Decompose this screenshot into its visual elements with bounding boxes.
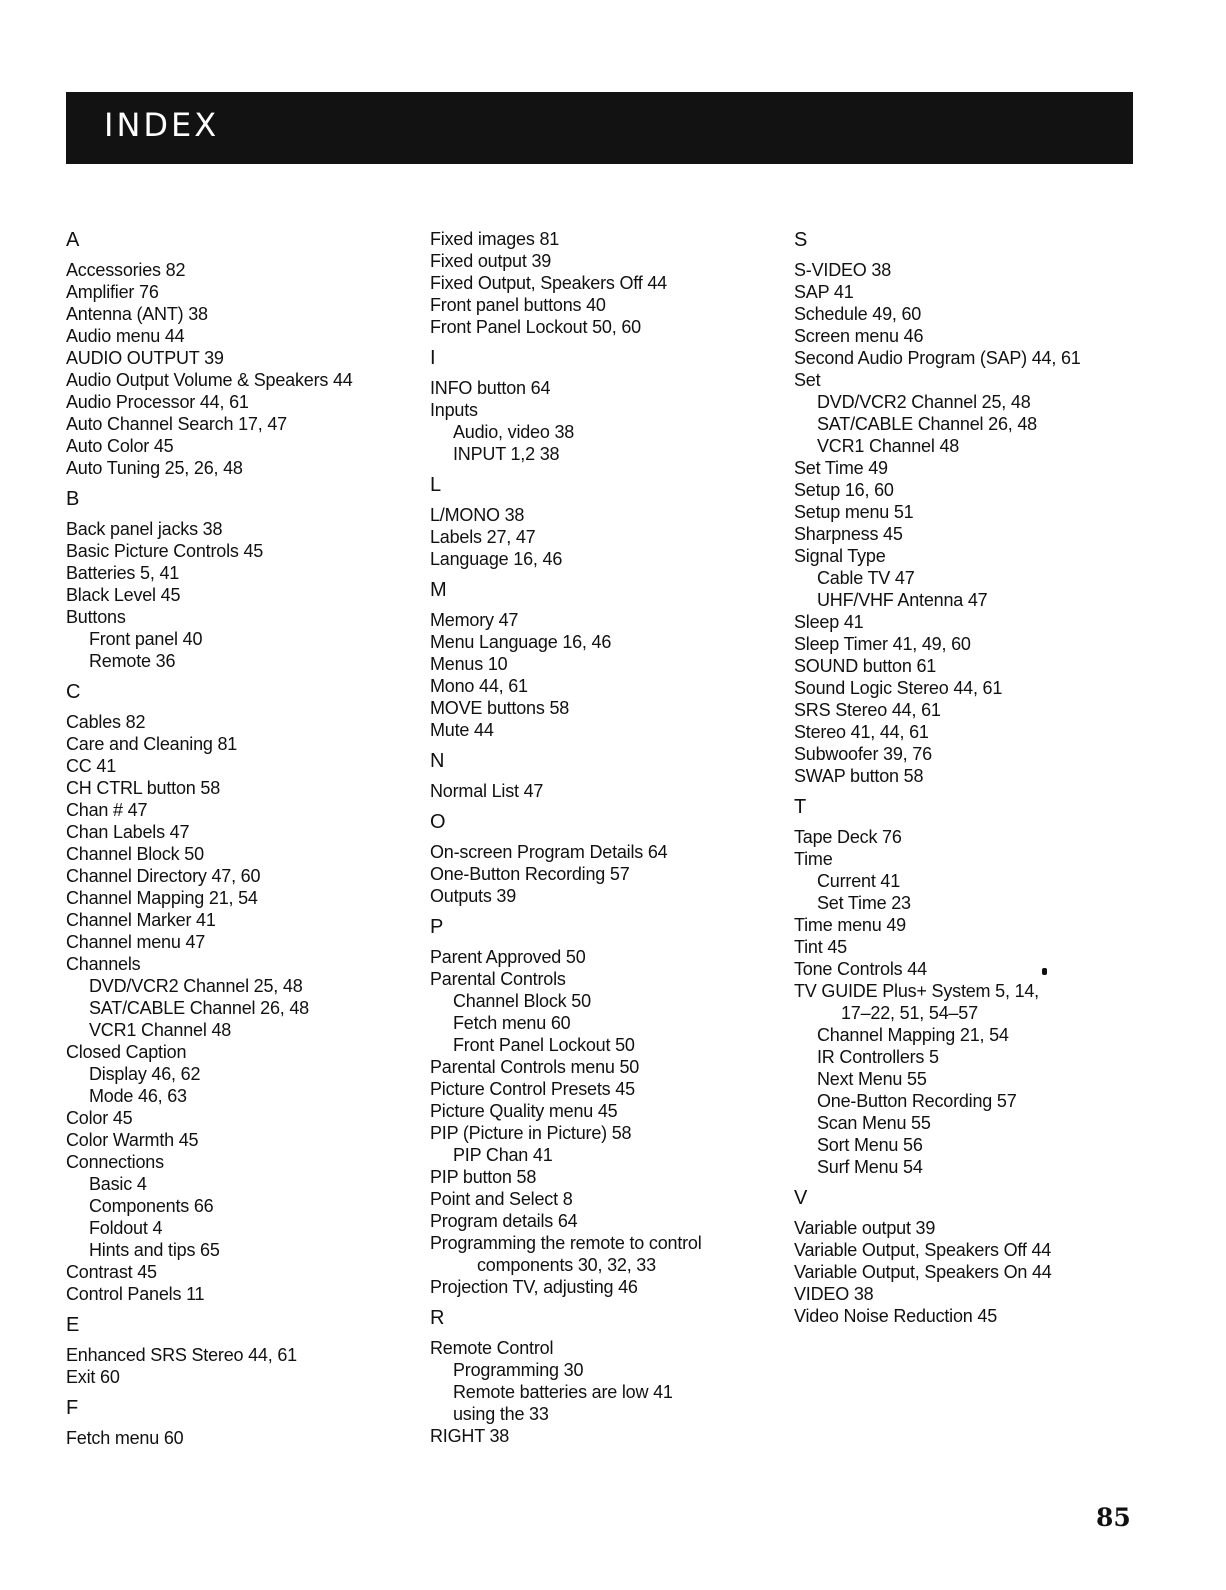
index-subentry: UHF/VHF Antenna 47: [817, 590, 988, 610]
page-number: 85: [1096, 1503, 1131, 1532]
index-entry: Sleep 41: [794, 612, 864, 632]
index-entry: Contrast 45: [66, 1262, 157, 1282]
index-subentry: Scan Menu 55: [817, 1113, 931, 1133]
index-entry: AUDIO OUTPUT 39: [66, 348, 224, 368]
index-entry: Control Panels 11: [66, 1284, 205, 1304]
index-entry: Fetch menu 60: [66, 1428, 184, 1448]
index-entry: SAP 41: [794, 282, 854, 302]
index-subentry: DVD/VCR2 Channel 25, 48: [89, 976, 303, 996]
index-subentry: Front Panel Lockout 50: [453, 1035, 635, 1055]
index-entry: Tape Deck 76: [794, 827, 902, 847]
index-entry: Sharpness 45: [794, 524, 903, 544]
index-entry: Language 16, 46: [430, 549, 563, 569]
index-subentry: Channel Block 50: [453, 991, 591, 1011]
index-entry: Menu Language 16, 46: [430, 632, 612, 652]
index-subentry: Audio, video 38: [453, 422, 575, 442]
index-entry: Color 45: [66, 1108, 133, 1128]
index-subentry: Cable TV 47: [817, 568, 915, 588]
index-entry: CH CTRL button 58: [66, 778, 221, 798]
index-subentry: Current 41: [817, 871, 901, 891]
section-letter: C: [66, 681, 81, 703]
section-letter: I: [430, 347, 436, 369]
index-column-2: [430, 228, 780, 1447]
index-entry: VIDEO 38: [794, 1284, 874, 1304]
index-entry: Audio Processor 44, 61: [66, 392, 249, 412]
index-entry: Program details 64: [430, 1211, 578, 1231]
index-entry: Video Noise Reduction 45: [794, 1306, 998, 1326]
index-entry: Screen menu 46: [794, 326, 924, 346]
index-entry: Chan Labels 47: [66, 822, 190, 842]
section-letter: P: [430, 916, 444, 938]
index-subentry: Components 66: [89, 1196, 214, 1216]
index-entry: Buttons: [66, 607, 126, 627]
index-entry: INFO button 64: [430, 378, 551, 398]
index-subentry: Front panel 40: [89, 629, 203, 649]
index-entry: SRS Stereo 44, 61: [794, 700, 941, 720]
index-entry: Programming the remote to control: [430, 1233, 702, 1253]
index-entry: Parental Controls: [430, 969, 566, 989]
index-entry: Inputs: [430, 400, 478, 420]
index-subentry: Hints and tips 65: [89, 1240, 220, 1260]
index-entry: Signal Type: [794, 546, 886, 566]
index-entry: Amplifier 76: [66, 282, 159, 302]
index-entry: Batteries 5, 41: [66, 563, 180, 583]
index-subentry: DVD/VCR2 Channel 25, 48: [817, 392, 1031, 412]
index-entry: Exit 60: [66, 1367, 120, 1387]
stray-dot-mark: [1042, 968, 1047, 975]
index-entry: Closed Caption: [66, 1042, 187, 1062]
index-subentry: Set Time 23: [817, 893, 911, 913]
index-entry: Fixed Output, Speakers Off 44: [430, 273, 667, 293]
index-subentry: Channel Mapping 21, 54: [817, 1025, 1009, 1045]
index-entry: Memory 47: [430, 610, 519, 630]
index-entry: SOUND button 61: [794, 656, 937, 676]
index-subentry: INPUT 1,2 38: [453, 444, 560, 464]
index-subentry: 17–22, 51, 54–57: [841, 1003, 978, 1023]
index-entry: Time: [794, 849, 833, 869]
index-entry: RIGHT 38: [430, 1426, 510, 1446]
index-entry: Remote Control: [430, 1338, 554, 1358]
index-entry: TV GUIDE Plus+ System 5, 14,: [794, 981, 1039, 1001]
index-entry: Sleep Timer 41, 49, 60: [794, 634, 971, 654]
header-bar: [66, 92, 1133, 164]
index-entry: Auto Color 45: [66, 436, 174, 456]
index-entry: Setup 16, 60: [794, 480, 894, 500]
section-letter: F: [66, 1397, 79, 1419]
index-subentry: IR Controllers 5: [817, 1047, 939, 1067]
index-entry: Audio Output Volume & Speakers 44: [66, 370, 353, 390]
index-entry: Front Panel Lockout 50, 60: [430, 317, 641, 337]
index-entry: Time menu 49: [794, 915, 906, 935]
index-entry: Fixed output 39: [430, 251, 552, 271]
index-subentry: SAT/CABLE Channel 26, 48: [89, 998, 309, 1018]
section-letter: L: [430, 474, 442, 496]
index-subentry: components 30, 32, 33: [477, 1255, 656, 1275]
index-entry: Normal List 47: [430, 781, 544, 801]
index-subentry: Fetch menu 60: [453, 1013, 571, 1033]
index-entry: Schedule 49, 60: [794, 304, 922, 324]
index-entry: Labels 27, 47: [430, 527, 536, 547]
index-subentry: PIP Chan 41: [453, 1145, 553, 1165]
index-entry: Variable Output, Speakers On 44: [794, 1262, 1052, 1282]
index-entry: Outputs 39: [430, 886, 517, 906]
index-entry: PIP (Picture in Picture) 58: [430, 1123, 632, 1143]
index-entry: MOVE buttons 58: [430, 698, 570, 718]
index-entry: Front panel buttons 40: [430, 295, 606, 315]
index-entry: Back panel jacks 38: [66, 519, 223, 539]
section-letter: B: [66, 488, 80, 510]
index-entry: Auto Tuning 25, 26, 48: [66, 458, 243, 478]
section-letter: N: [430, 750, 445, 772]
index-entry: Channel Block 50: [66, 844, 204, 864]
index-subentry: Remote batteries are low 41: [453, 1382, 673, 1402]
index-subentry: Sort Menu 56: [817, 1135, 923, 1155]
index-entry: Enhanced SRS Stereo 44, 61: [66, 1345, 297, 1365]
index-subentry: VCR1 Channel 48: [817, 436, 960, 456]
index-subentry: SAT/CABLE Channel 26, 48: [817, 414, 1037, 434]
section-letter: A: [66, 229, 80, 251]
index-subentry: Display 46, 62: [89, 1064, 201, 1084]
index-entry: Chan # 47: [66, 800, 148, 820]
index-entry: Auto Channel Search 17, 47: [66, 414, 287, 434]
index-entry: Picture Control Presets 45: [430, 1079, 635, 1099]
index-entry: PIP button 58: [430, 1167, 537, 1187]
index-entry: Black Level 45: [66, 585, 181, 605]
index-entry: Channel Directory 47, 60: [66, 866, 261, 886]
index-entry: Subwoofer 39, 76: [794, 744, 932, 764]
section-letter: R: [430, 1307, 445, 1329]
index-entry: Connections: [66, 1152, 164, 1172]
index-entry: Projection TV, adjusting 46: [430, 1277, 638, 1297]
index-entry: Stereo 41, 44, 61: [794, 722, 929, 742]
section-letter: O: [430, 811, 446, 833]
index-entry: Audio menu 44: [66, 326, 185, 346]
index-column-3: [794, 228, 1124, 1327]
index-entry: Tint 45: [794, 937, 847, 957]
index-column-1: [66, 228, 406, 1449]
index-subentry: Programming 30: [453, 1360, 584, 1380]
page-title: INDEX: [104, 106, 220, 144]
index-entry: Variable Output, Speakers Off 44: [794, 1240, 1052, 1260]
index-subentry: Remote 36: [89, 651, 176, 671]
index-entry: Cables 82: [66, 712, 146, 732]
index-entry: Accessories 82: [66, 260, 186, 280]
index-entry: Channel menu 47: [66, 932, 206, 952]
index-entry: Channel Mapping 21, 54: [66, 888, 258, 908]
index-entry: Sound Logic Stereo 44, 61: [794, 678, 1003, 698]
index-entry: CC 41: [66, 756, 117, 776]
index-entry: Parental Controls menu 50: [430, 1057, 640, 1077]
index-subentry: Surf Menu 54: [817, 1157, 923, 1177]
index-entry: Set: [794, 370, 821, 390]
index-entry: Basic Picture Controls 45: [66, 541, 264, 561]
index-entry: Tone Controls 44: [794, 959, 927, 979]
index-subentry: using the 33: [453, 1404, 549, 1424]
index-entry: On-screen Program Details 64: [430, 842, 668, 862]
index-subentry: Next Menu 55: [817, 1069, 927, 1089]
section-letter: V: [794, 1187, 808, 1209]
index-entry: Channels: [66, 954, 141, 974]
index-entry: SWAP button 58: [794, 766, 924, 786]
section-letter: T: [794, 796, 807, 818]
index-entry: Picture Quality menu 45: [430, 1101, 618, 1121]
section-letter: S: [794, 229, 808, 251]
index-entry: Channel Marker 41: [66, 910, 216, 930]
index-entry: L/MONO 38: [430, 505, 525, 525]
index-entry: Point and Select 8: [430, 1189, 573, 1209]
section-letter: M: [430, 579, 447, 601]
index-entry: One-Button Recording 57: [430, 864, 630, 884]
index-subentry: VCR1 Channel 48: [89, 1020, 232, 1040]
index-entry: Setup menu 51: [794, 502, 914, 522]
index-subentry: Basic 4: [89, 1174, 147, 1194]
index-entry: Menus 10: [430, 654, 508, 674]
index-entry: Parent Approved 50: [430, 947, 586, 967]
index-entry: Fixed images 81: [430, 229, 560, 249]
index-entry: S-VIDEO 38: [794, 260, 892, 280]
index-subentry: One-Button Recording 57: [817, 1091, 1017, 1111]
index-entry: Mute 44: [430, 720, 494, 740]
index-subentry: Foldout 4: [89, 1218, 163, 1238]
index-subentry: Mode 46, 63: [89, 1086, 187, 1106]
index-entry: Mono 44, 61: [430, 676, 528, 696]
index-entry: Color Warmth 45: [66, 1130, 199, 1150]
index-entry: Variable output 39: [794, 1218, 936, 1238]
section-letter: E: [66, 1314, 80, 1336]
index-entry: Care and Cleaning 81: [66, 734, 238, 754]
index-entry: Second Audio Program (SAP) 44, 61: [794, 348, 1081, 368]
index-entry: Set Time 49: [794, 458, 888, 478]
index-entry: Antenna (ANT) 38: [66, 304, 208, 324]
